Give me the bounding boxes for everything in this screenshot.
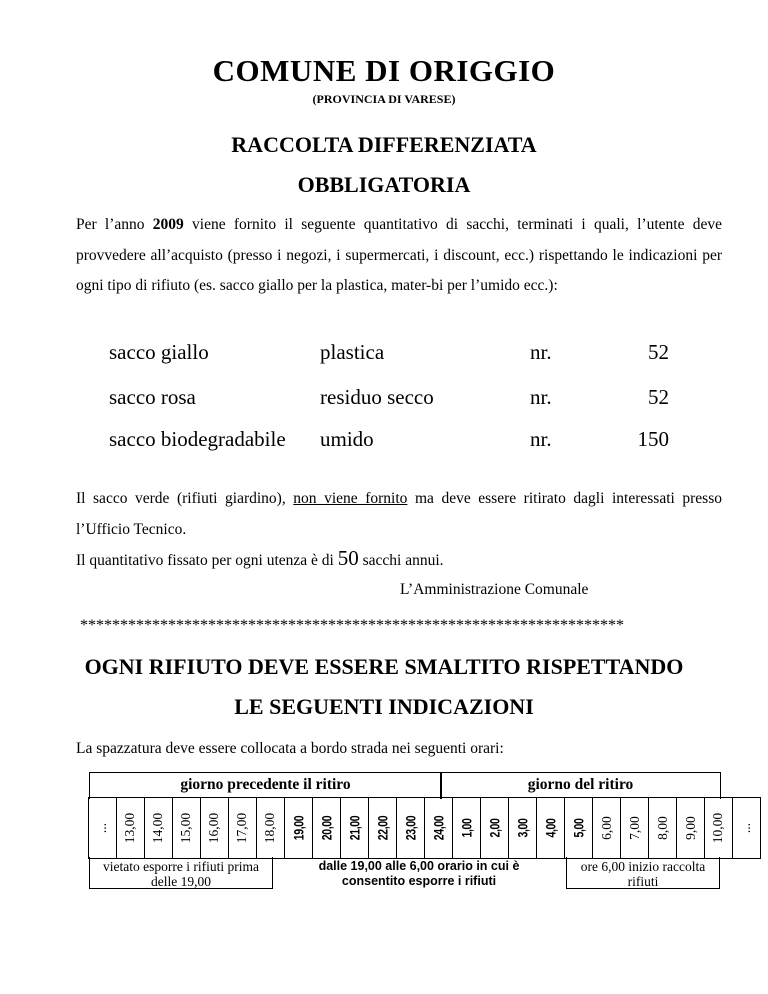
hour-label: 5,00 xyxy=(570,818,587,838)
hour-cell xyxy=(172,797,201,859)
hour-cell xyxy=(592,797,621,859)
hour-cell xyxy=(368,797,397,859)
hour-label: ... xyxy=(738,822,754,834)
hour-label: 22,00 xyxy=(374,815,391,841)
hour-label: 14,00 xyxy=(150,812,166,844)
hour-cell xyxy=(340,797,369,859)
hour-label: 24,00 xyxy=(430,815,447,841)
hour-cell xyxy=(228,797,257,859)
header-previous-day: giorno precedente il ritiro xyxy=(89,772,442,799)
hour-label: 16,00 xyxy=(206,812,222,844)
hour-cell xyxy=(704,797,733,859)
hour-label: 1,00 xyxy=(458,818,475,838)
footer-forbidden: vietato esporre i rifiuti prima delle 19,00 xyxy=(89,857,273,889)
hour-cell xyxy=(284,797,313,859)
hour-cell xyxy=(144,797,173,859)
section-heading-2: OBBLIGATORIA xyxy=(297,172,471,197)
hour-label: 6,00 xyxy=(598,816,614,840)
hour-cell xyxy=(200,797,229,859)
hour-cell xyxy=(88,797,117,859)
hour-label: 3,00 xyxy=(514,818,531,838)
hour-label: 9,00 xyxy=(682,816,698,840)
signature: L’Amministrazione Comunale xyxy=(400,581,589,598)
hour-cell xyxy=(732,797,761,859)
hour-cells xyxy=(89,797,761,857)
hour-label: 20,00 xyxy=(318,815,335,841)
province-subtitle: (PROVINCIA DI VARESE) xyxy=(312,92,456,106)
hour-label: 15,00 xyxy=(178,812,194,844)
footer-allowed: dalle 19,00 alle 6,00 orario in cui è consentito esporre i rifiuti xyxy=(318,859,520,888)
hour-cell xyxy=(116,797,145,859)
page-title: COMUNE DI ORIGGIO xyxy=(212,53,556,88)
separator: ******************************************************************** xyxy=(80,617,624,634)
hour-cell xyxy=(480,797,509,859)
section2-heading-2: LE SEGUENTI INDICAZIONI xyxy=(234,694,534,719)
footer-collection-start: ore 6,00 inizio raccolta rifiuti xyxy=(566,857,720,889)
section2-heading-1: OGNI RIFIUTO DEVE ESSERE SMALTITO RISPETTANDO xyxy=(84,654,684,679)
bag-row: sacco giallo plastica nr. 52 xyxy=(109,340,669,364)
hour-cell xyxy=(396,797,425,859)
hour-cell xyxy=(536,797,565,859)
schedule-intro: La spazzatura deve essere collocata a bordo strada nei seguenti orari: xyxy=(76,740,504,757)
bag-row: sacco rosa residuo secco nr. 52 xyxy=(109,385,669,409)
hour-label: 21,00 xyxy=(346,815,363,841)
hour-label: 13,00 xyxy=(122,812,138,844)
hour-label: 10,00 xyxy=(710,812,726,844)
hour-cell xyxy=(676,797,705,859)
header-collection-day: giorno del ritiro xyxy=(440,772,721,799)
hour-cell xyxy=(564,797,593,859)
hour-label: 19,00 xyxy=(290,815,307,841)
intro-paragraph: Per l’anno 2009 viene fornito il seguente quantitativo di sacchi, terminati i quali, l’utente deve provvedere all’acquisto (presso i negozi, i supermercati, i discount, ecc.) rispettando le indicazioni per ogni tipo di rifiuto (es. sacco giallo per la plastica, mater-bi per l’umido ecc.): xyxy=(76,216,722,294)
section-heading-1: RACCOLTA DIFFERENZIATA xyxy=(231,132,537,157)
hour-cell xyxy=(620,797,649,859)
hour-label: 2,00 xyxy=(486,818,503,838)
hour-label: 23,00 xyxy=(402,815,419,841)
hour-label: ... xyxy=(94,822,110,834)
hour-label: 4,00 xyxy=(542,818,559,838)
hour-label: 18,00 xyxy=(262,812,278,844)
hour-cell xyxy=(424,797,453,859)
hour-cell xyxy=(256,797,285,859)
hour-cell xyxy=(312,797,341,859)
green-bag-note: Il sacco verde (rifiuti giardino), non viene fornito ma deve essere ritirato dagli interessati presso l’Ufficio Tecnico. xyxy=(76,490,722,538)
quota-note: Il quantitativo fissato per ogni utenza è di 50 sacchi annui. xyxy=(76,546,444,570)
schedule-table xyxy=(89,772,754,889)
hour-label: 7,00 xyxy=(626,816,642,840)
year: 2009 xyxy=(152,216,184,233)
hour-label: 17,00 xyxy=(234,812,250,844)
bag-row: sacco biodegradabile umido nr. 150 xyxy=(109,427,669,451)
hour-cell xyxy=(508,797,537,859)
hour-cell xyxy=(452,797,481,859)
hour-cell xyxy=(648,797,677,859)
hour-label: 8,00 xyxy=(654,816,670,840)
